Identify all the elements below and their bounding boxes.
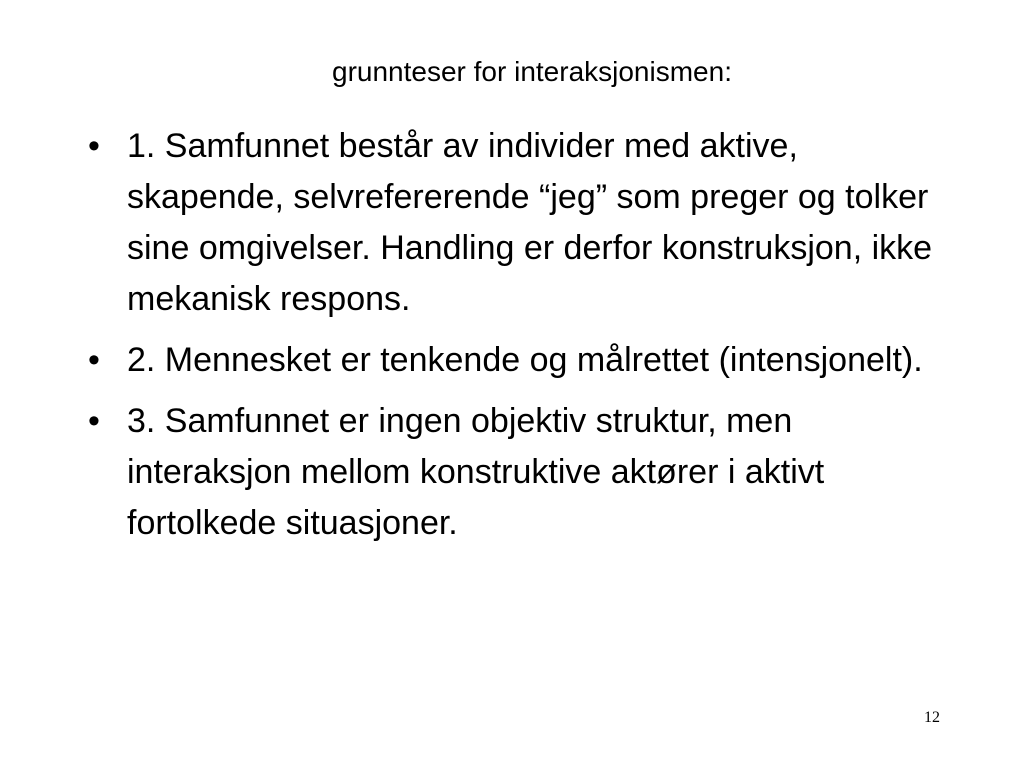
bullet-item-1 [88, 121, 948, 325]
bullet-list [88, 121, 948, 559]
bullet-marker: • [88, 402, 100, 440]
bullet-item-3 [88, 396, 948, 549]
bullet-text: 1. Samfunnet består av individer med aktive, skapende, selvrefererende “jeg” som preger og tolker sine omgivelser. Handling er derfor konstruksjon, ikke mekanisk respons. [127, 127, 933, 318]
slide-title: grunnteser for interaksjonismen: [332, 56, 732, 87]
page-number: 12 [924, 709, 940, 726]
bullet-text: 3. Samfunnet er ingen objektiv struktur, men interaksjon mellom konstruktive aktører i aktivt fortolkede situasjoner. [127, 402, 825, 542]
bullet-item-2 [88, 335, 948, 386]
bullet-marker: • [88, 127, 100, 165]
bullet-marker: • [88, 341, 100, 379]
bullet-text: 2. Mennesket er tenkende og målrettet (intensjonelt). [127, 341, 923, 379]
